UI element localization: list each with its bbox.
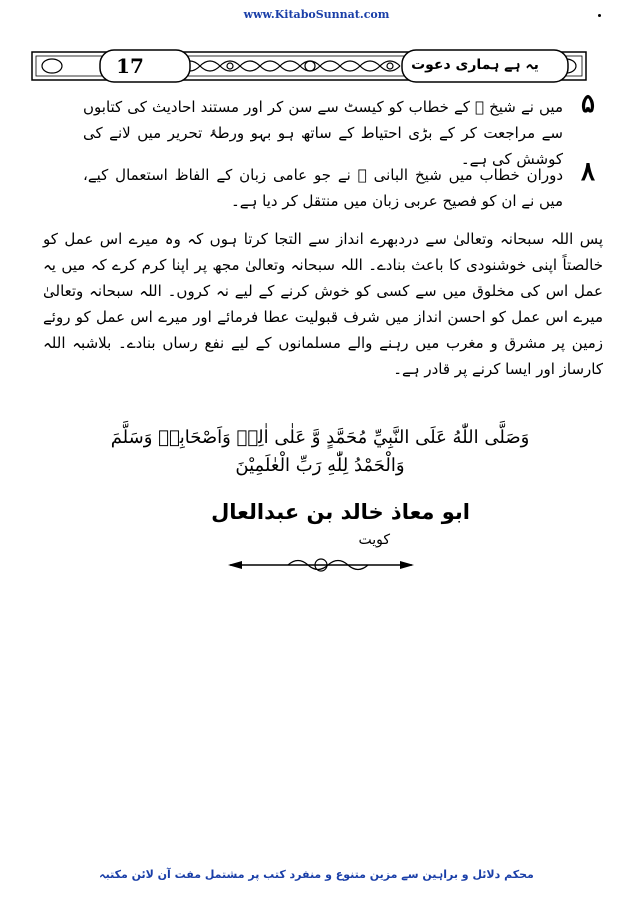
ornamental-divider xyxy=(228,550,414,580)
page-number: 17 xyxy=(116,54,144,78)
running-title: یہ ہے ہماری دعوت xyxy=(411,57,539,73)
point-text: میں نے شیخ ﷫ کے خطاب کو کیسٹ سے سن کر اور مستند احادیث کی کتابوں سے مراجعت کر کے بڑی احتیاط کے ساتھ ہو بہو ورطۂ تحریر میں لانے کی کوشش کی ہے۔ xyxy=(83,98,563,168)
corner-dot xyxy=(598,14,601,17)
closing-paragraph: پس اللہ سبحانہ وتعالیٰ سے دردبھرے انداز سے التجا کرتا ہوں کہ وہ میرے اس عمل کو خالصتاً اپنی خوشنودی کا باعث بنادے۔ اللہ سبحانہ وتعالیٰ مجھ پر اپنا کرم کرے کہ میں یہ عمل اس کی مخلوق میں سے کسی کو خوش کرنے کے لیے نہ کروں۔ اللہ سبحانہ وتعالیٰ میرے اس عمل کو احسن انداز میں شرف قبولیت عطا فرمائے اور میرے اس عمل کو روئے زمین پر مشرق و مغرب میں رہنے والے مسلمانوں کے لیے نفع رساں بنادے۔ بلاشبہ اللہ کارساز اور ایسا کرنے پر قادر ہے۔ xyxy=(43,230,603,378)
point-marker: ۵ xyxy=(581,89,595,119)
point-marker: ۸ xyxy=(581,157,595,187)
author-location: کویت xyxy=(358,532,390,548)
prayer-line: وَصَلَّى اللّٰهُ عَلَى النَّبِيِّ مُحَمَّدٍ وَّ عَلٰى اٰلِهٖ وَاَصْحَابِهٖ وَسَلَّمَ xyxy=(110,427,530,448)
point-text: دوران خطاب میں شیخ البانی ﷫ نے جو عامی زبان کے الفاظ استعمال کیے، میں نے ان کو فصیح عربی زبان میں منتقل کر دیا ہے۔ xyxy=(83,166,563,210)
source-url[interactable]: www.KitaboSunnat.com xyxy=(243,8,390,21)
footer-tagline[interactable]: محکم دلائل و براہین سے مزین متنوع و منفرد کتب پر مشتمل مفت آن لائن مکتبہ xyxy=(99,868,534,881)
author-name: ابو معاذ خالد بن عبدالعال xyxy=(211,500,470,524)
prayer-line: وَالْحَمْدُ لِلّٰهِ رَبِّ الْعٰلَمِيْنَ xyxy=(235,455,405,476)
